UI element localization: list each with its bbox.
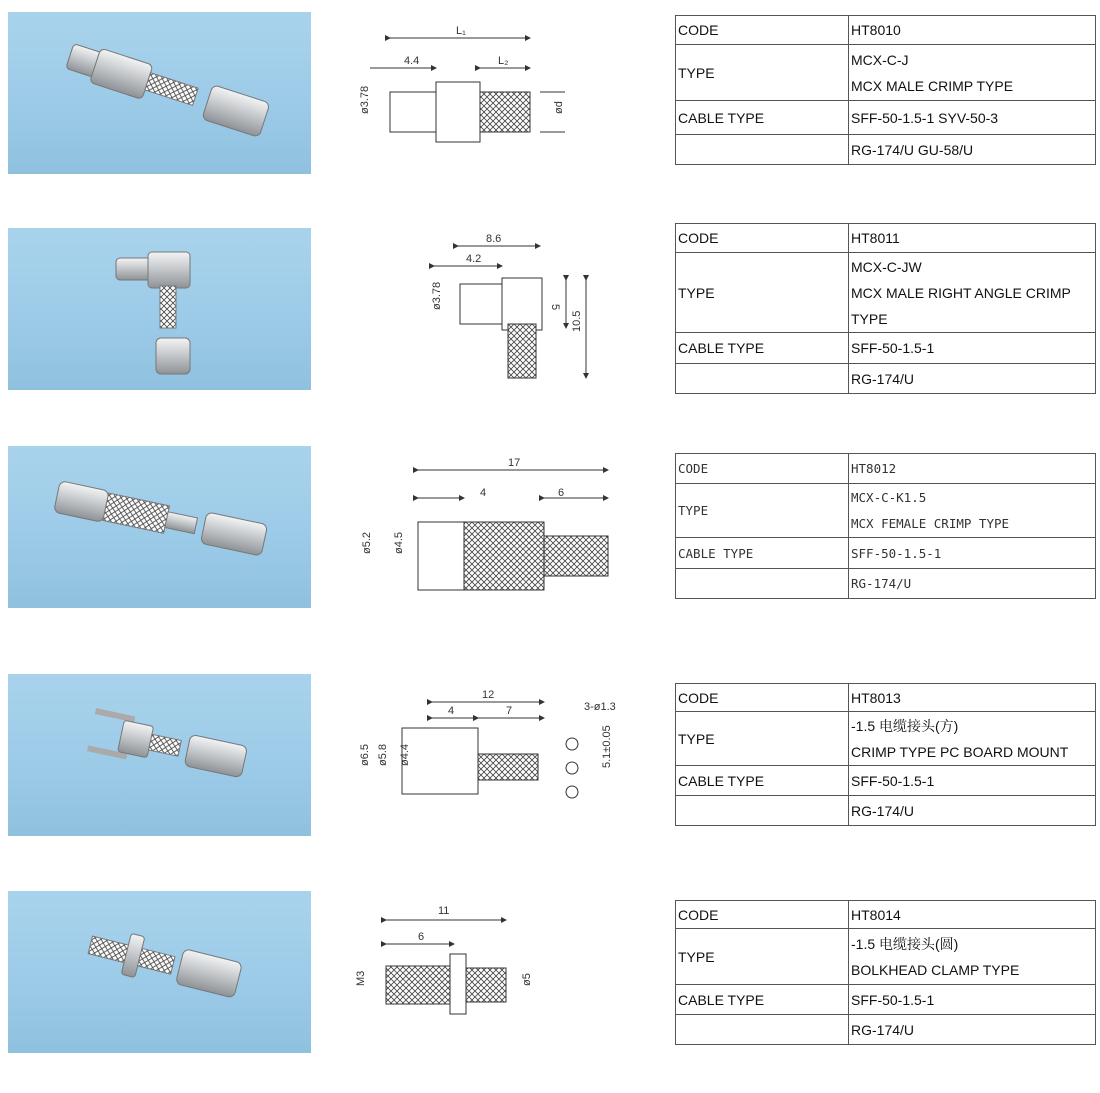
dim-label: ø5.8 [377, 743, 389, 766]
cable-type-value: SFF-50-1.5-1 [849, 985, 1096, 1015]
spec-table-ht8013 [675, 683, 1096, 826]
dim-label: 8.6 [486, 233, 502, 245]
type-value: MCX-C-JW [851, 258, 922, 275]
dim-label: 17 [508, 457, 521, 469]
type-value: CRIMP TYPE PC BOARD MOUNT [851, 743, 1069, 760]
dim-label: ød [553, 101, 565, 114]
code-label: CODE [676, 454, 849, 484]
type-value: MCX MALE CRIMP TYPE [851, 77, 1014, 94]
type-value: TYPE [851, 310, 888, 327]
spec-table-ht8011 [675, 223, 1096, 394]
dim-label: 4 [448, 705, 455, 717]
dimension-drawing-ht8010 [340, 10, 640, 200]
dim-label: 7 [506, 705, 513, 717]
cable-type-label: CABLE TYPE [676, 333, 849, 364]
cable-type-value: SFF-50-1.5-1 [849, 538, 1096, 569]
dim-label: ø5.2 [361, 531, 373, 554]
dim-label: M3 [355, 970, 367, 986]
dim-label: 6 [558, 487, 565, 499]
dim-label: 5.1±0.05 [601, 725, 613, 768]
dim-label: ø4.4 [399, 743, 411, 766]
cable-type-value: RG-174/U [849, 364, 1096, 394]
dim-label: ø3.78 [359, 85, 371, 114]
dim-label: 4 [480, 487, 487, 499]
dim-label: 4.2 [466, 253, 482, 265]
dim-label: L₁ [456, 25, 466, 37]
dimension-drawing-ht8014 [340, 898, 640, 1088]
code-value: HT8011 [849, 224, 1096, 253]
type-value: -1.5 电缆接头(方) [851, 717, 959, 734]
code-value: HT8014 [849, 901, 1096, 929]
product-photo-ht8012 [8, 446, 311, 608]
code-label: CODE [676, 684, 849, 712]
dim-label: 11 [438, 905, 450, 917]
type-value: MCX-C-J [851, 51, 909, 68]
code-value: HT8010 [849, 16, 1096, 45]
dim-label: ø4.5 [393, 531, 405, 554]
product-photo-ht8010 [8, 12, 311, 174]
cable-type-value: RG-174/U [849, 796, 1096, 826]
dim-label: 10.5 [571, 310, 583, 332]
spec-table-ht8014 [675, 900, 1096, 1045]
cable-type-value: SFF-50-1.5-1 SYV-50-3 [849, 101, 1096, 135]
cable-type-value: RG-174/U [849, 569, 1096, 599]
code-value: HT8013 [849, 684, 1096, 712]
spec-table-ht8010 [675, 15, 1096, 165]
dimension-drawing-ht8013 [340, 682, 640, 872]
dim-label: 12 [482, 689, 495, 701]
type-label: TYPE [676, 929, 849, 985]
product-photo-ht8011 [8, 228, 311, 390]
dim-label: 3-ø1.3 [584, 701, 616, 713]
code-label: CODE [676, 16, 849, 45]
code-label: CODE [676, 901, 849, 929]
cable-type-value: SFF-50-1.5-1 [849, 766, 1096, 796]
cable-type-label: CABLE TYPE [676, 538, 849, 569]
cable-type-label: CABLE TYPE [676, 101, 849, 135]
cable-type-value: RG-174/U GU-58/U [849, 135, 1096, 165]
product-photo-ht8014 [8, 891, 311, 1053]
cable-type-label: CABLE TYPE [676, 985, 849, 1015]
cable-type-value: SFF-50-1.5-1 [849, 333, 1096, 364]
cable-type-value: RG-174/U [849, 1015, 1096, 1045]
type-label: TYPE [676, 253, 849, 333]
dim-label: 5 [549, 304, 561, 311]
dim-label: ø5 [521, 973, 533, 986]
spec-table-ht8012 [675, 453, 1096, 599]
dim-label: 4.4 [404, 55, 420, 67]
dim-label: ø3.78 [431, 281, 443, 310]
dim-label: ø6.5 [359, 743, 371, 766]
type-value: BOLKHEAD CLAMP TYPE [851, 961, 1020, 978]
type-value: MCX MALE RIGHT ANGLE CRIMP [851, 284, 1071, 301]
type-label: TYPE [676, 484, 849, 538]
code-label: CODE [676, 224, 849, 253]
code-value: HT8012 [849, 454, 1096, 484]
cable-type-label: CABLE TYPE [676, 766, 849, 796]
dim-label: 6 [418, 931, 425, 943]
type-label: TYPE [676, 45, 849, 101]
product-photo-ht8013 [8, 674, 311, 836]
dimension-drawing-ht8011 [340, 228, 640, 418]
type-label: TYPE [676, 712, 849, 766]
dimension-drawing-ht8012 [340, 450, 640, 640]
type-value: MCX-C-K1.5 [851, 489, 927, 505]
type-value: MCX FEMALE CRIMP TYPE [851, 515, 1010, 531]
type-value: -1.5 电缆接头(圆) [851, 935, 959, 952]
dim-label: L₂ [498, 55, 509, 67]
